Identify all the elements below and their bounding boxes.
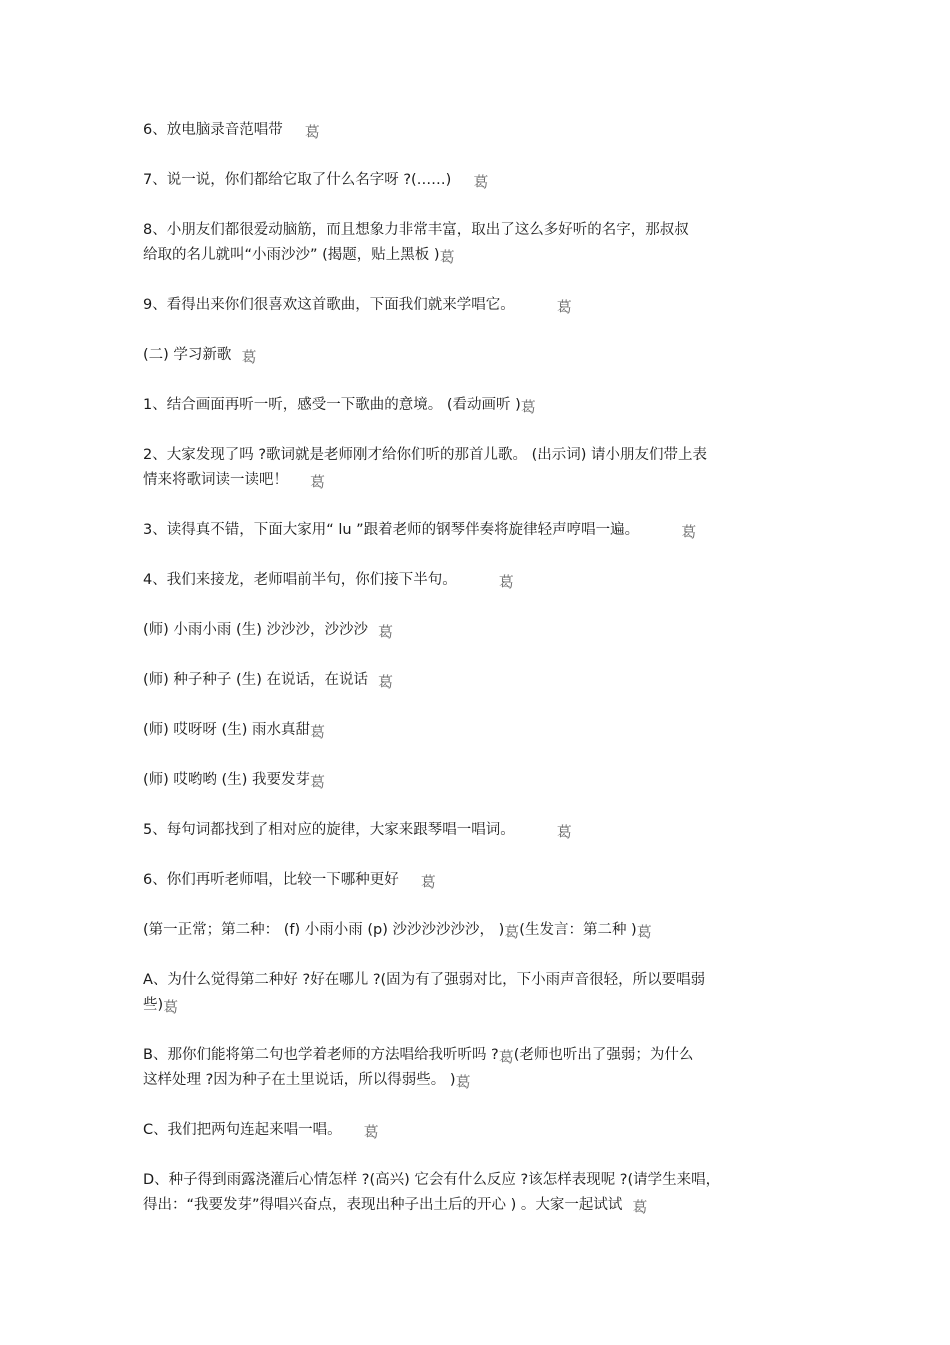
line-text: 4、我们来接龙，老师唱前半句，你们接下半句。 (143, 572, 457, 588)
text-line (143, 1070, 471, 1090)
text-line (143, 995, 178, 1015)
text-line (143, 520, 696, 540)
line-text: (师) 哎哟哟 (生) 我要发芽 (143, 772, 310, 788)
text-line (143, 245, 455, 265)
line-text: 9、看得出来你们很喜欢这首歌曲，下面我们就来学唱它。 (143, 297, 515, 313)
text-line (143, 970, 705, 990)
text-line (143, 470, 325, 490)
line-text: 些) (143, 997, 164, 1013)
text-line (143, 720, 325, 740)
text-line (143, 570, 514, 590)
line-text: 得出：“我要发芽”得唱兴奋点，表现出种子出土后的开心 ) 。大家一起试试 (143, 1197, 623, 1213)
image-placeholder-icon: 葛 (304, 123, 320, 141)
line-text: 给取的名儿就叫“小雨沙沙” (揭题，贴上黑板 ) (143, 247, 440, 263)
image-placeholder-icon: 葛 (455, 1073, 471, 1091)
text-line (143, 295, 572, 315)
image-placeholder-icon: 葛 (556, 298, 572, 316)
text-line (143, 120, 320, 140)
line-text: (二) 学习新歌 (143, 347, 232, 363)
line-text: 3、读得真不错，下面大家用“ lu ”跟着老师的钢琴伴奏将旋律轻声哼唱一遍。 (143, 522, 640, 538)
image-placeholder-icon: 葛 (363, 1123, 379, 1141)
line-text: 这样处理 ?因为种子在土里说话，所以得弱些。 ) (143, 1072, 456, 1088)
line-text: 情来将歌词读一读吧！ (143, 472, 288, 488)
line-text: 7、说一说，你们都给它取了什么名字呀 ?(……) (143, 172, 452, 188)
line-text: 6、你们再听老师唱，比较一下哪种更好 (143, 872, 399, 888)
text-line (143, 1045, 693, 1065)
text-line (143, 1120, 379, 1140)
line-text: 1、结合画面再听一听，感受一下歌曲的意境。 (看动画听 ) (143, 397, 521, 413)
text-line (143, 1170, 720, 1190)
image-placeholder-icon: 葛 (439, 248, 455, 266)
image-placeholder-icon: 葛 (163, 998, 179, 1016)
image-placeholder-icon: 葛 (498, 1048, 514, 1066)
line-text: (师) 种子种子 (生) 在说话，在说话 (143, 672, 368, 688)
line-text: B、那你们能将第二句也学着老师的方法唱给我听听吗 ? (143, 1047, 499, 1063)
line-text: (老师也听出了强弱；为什么 (513, 1047, 694, 1063)
image-placeholder-icon: 葛 (504, 923, 520, 941)
image-placeholder-icon: 葛 (420, 873, 436, 891)
image-placeholder-icon: 葛 (310, 473, 326, 491)
image-placeholder-icon: 葛 (377, 673, 393, 691)
text-line (143, 170, 488, 190)
text-line (143, 620, 393, 640)
image-placeholder-icon: 葛 (473, 173, 489, 191)
section-heading (143, 345, 256, 365)
line-text: (生发言：第二种 ) (519, 922, 637, 938)
text-line (143, 395, 536, 415)
image-placeholder-icon: 葛 (498, 573, 514, 591)
text-line (143, 1195, 647, 1215)
line-text: (师) 哎呀呀 (生) 雨水真甜 (143, 722, 310, 738)
text-line (143, 220, 689, 240)
image-placeholder-icon: 葛 (636, 923, 652, 941)
line-text: A、为什么觉得第二种好 ?好在哪儿 ?(固为有了强弱对比，下小雨声音很轻，所以要唱弱 (143, 972, 706, 988)
text-line (143, 820, 572, 840)
line-text: D、种子得到雨露浇灌后心情怎样 ?(高兴) 它会有什么反应 ?该怎样表现呢 ?(请学生来唱， (143, 1172, 721, 1188)
text-line (143, 445, 707, 465)
line-text: 2、大家发现了吗 ?歌词就是老师刚才给你们听的那首儿歌。 (出示词) 请小朋友们带上表 (143, 447, 708, 463)
text-line (143, 670, 393, 690)
text-line (143, 870, 436, 890)
line-text: 6、放电脑录音范唱带 (143, 122, 283, 138)
image-placeholder-icon: 葛 (241, 348, 257, 366)
image-placeholder-icon: 葛 (556, 823, 572, 841)
line-text: (第一正常；第二种： (f) 小雨小雨 (p) 沙沙沙沙沙沙， ) (143, 922, 505, 938)
text-line (143, 770, 325, 790)
image-placeholder-icon: 葛 (520, 398, 536, 416)
line-text: 5、每句词都找到了相对应的旋律，大家来跟琴唱一唱词。 (143, 822, 515, 838)
line-text: 8、小朋友们都很爱动脑筋，而且想象力非常丰富，取出了这么多好听的名字，那叔叔 (143, 222, 689, 238)
image-placeholder-icon: 葛 (632, 1198, 648, 1216)
image-placeholder-icon: 葛 (309, 723, 325, 741)
line-text: (师) 小雨小雨 (生) 沙沙沙，沙沙沙 (143, 622, 368, 638)
line-text: C、我们把两句连起来唱一唱。 (143, 1122, 342, 1138)
image-placeholder-icon: 葛 (681, 523, 697, 541)
image-placeholder-icon: 葛 (377, 623, 393, 641)
text-line (143, 920, 652, 940)
image-placeholder-icon: 葛 (309, 773, 325, 791)
